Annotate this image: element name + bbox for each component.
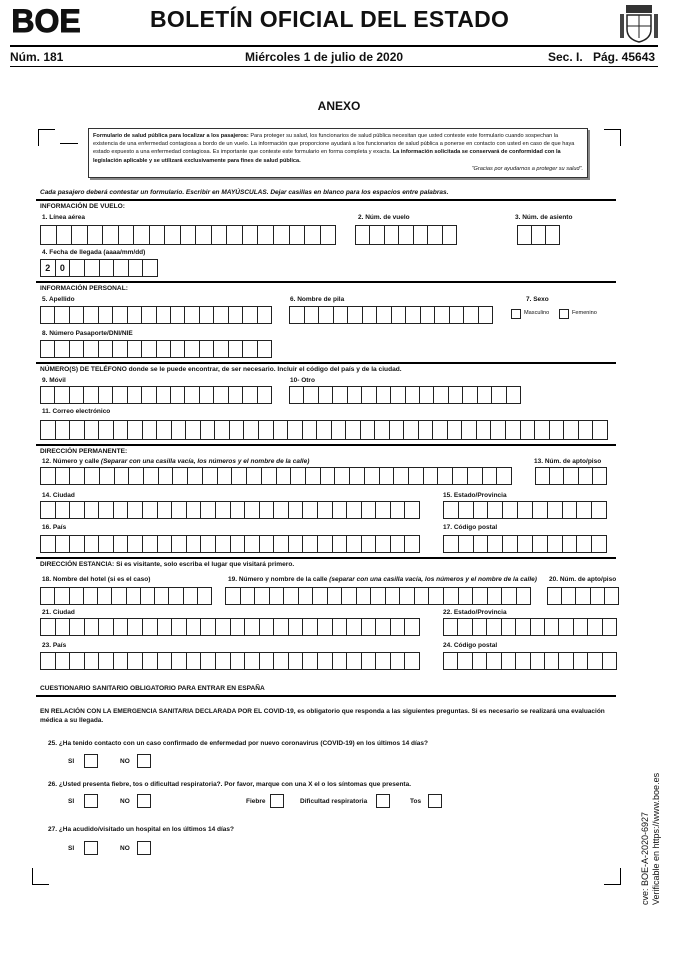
arrival-date-label: 4. Fecha de llegada (aaaa/mm/dd) xyxy=(42,249,146,256)
perm-apt-label: 13. Núm. de apto/piso xyxy=(534,458,602,465)
mobile-field[interactable] xyxy=(40,386,272,404)
fever-label: Fiebre xyxy=(246,798,266,805)
female-label: Femenino xyxy=(572,310,597,316)
flight-number-label: 2. Núm. de vuelo xyxy=(358,214,410,221)
question-26: 26. ¿Usted presenta fiebre, tos o dificultad respiratoria?. Por favor, marque con una X el o los síntomas que presenta. xyxy=(48,781,412,788)
corner-mark xyxy=(38,129,55,146)
cough-label: Tos xyxy=(410,798,422,805)
q25-no-label: NO xyxy=(120,758,130,765)
annex-title: ANEXO xyxy=(317,99,361,113)
stay-street-note: (separar con una casilla vacía, los números y el nombre de la calle) xyxy=(329,576,537,583)
stay-postal-label: 24. Código postal xyxy=(443,642,498,649)
privacy-notice xyxy=(88,128,588,178)
notice-bold-tail: La información solicitada se conservará de conformidad con la legislación aplicable y se utilizará exclusivamente para fines de salud pública. xyxy=(93,149,561,164)
perm-street-label: 12. Número y calle xyxy=(42,458,100,465)
cve-code: cve: BOE-A-2020-6927 xyxy=(640,811,650,905)
corner-mark xyxy=(60,129,78,144)
male-label: Masculino xyxy=(524,310,550,316)
q25-yes-label: SI xyxy=(68,758,75,765)
q27-yes-label: SI xyxy=(68,845,75,852)
email-label: 11. Correo electrónico xyxy=(42,408,111,415)
header-rule xyxy=(10,45,658,47)
stay-section-rule xyxy=(36,557,616,559)
passport-label: 8. Número Pasaporte/DNI/NIE xyxy=(42,330,133,337)
passport-field[interactable] xyxy=(40,340,272,358)
personal-section-title: INFORMACIÓN PERSONAL: xyxy=(40,285,128,292)
corner-mark xyxy=(32,868,49,885)
stay-street-field[interactable] xyxy=(225,587,531,605)
fever-checkbox[interactable] xyxy=(270,794,284,808)
email-field[interactable] xyxy=(40,420,608,440)
q27-no-label: NO xyxy=(120,845,130,852)
q25-yes-checkbox[interactable] xyxy=(84,754,98,768)
surname-field[interactable] xyxy=(40,306,272,324)
q26-no-checkbox[interactable] xyxy=(137,794,151,808)
corner-mark xyxy=(604,129,621,146)
phone-section-rule xyxy=(36,362,616,364)
health-section-title: CUESTIONARIO SANITARIO OBLIGATORIO PARA ENTRAR EN ESPAÑA xyxy=(40,685,265,692)
arrival-date-field[interactable] xyxy=(40,259,158,277)
q26-no-label: NO xyxy=(120,798,130,805)
first-name-field[interactable] xyxy=(289,306,493,324)
notice-thanks: “Gracias por ayudarnos a proteger su salud”. xyxy=(471,165,583,172)
first-name-label: 6. Nombre de pila xyxy=(290,296,345,303)
boe-logo xyxy=(10,4,82,38)
perm-city-field[interactable] xyxy=(40,501,420,519)
perm-country-field[interactable] xyxy=(40,535,420,553)
stay-apt-label: 20. Núm. de apto/piso xyxy=(549,576,617,583)
q27-yes-checkbox[interactable] xyxy=(84,841,98,855)
breathing-label: Dificultad respiratoria xyxy=(300,798,368,805)
other-phone-label: 10- Otro xyxy=(290,377,315,384)
breathing-checkbox[interactable] xyxy=(376,794,390,808)
phone-section-title: NÚMERO(S) DE TELÉFONO donde se le puede encontrar, de ser necesario. Incluir el código del país y de la ciudad. xyxy=(40,366,402,373)
notice-body: Para proteger su salud, los funcionarios de salud pública necesitan que usted conteste este formulario cuando sospechan la existencia de una enfermedad contagiosa a bordo de un vuelo. La información que proporcione ayudará a los funcionarios de salud pública a ponerse en contacto con usted en caso de que haya estado expuesto a una enfermedad contagiosa. Es importante que conteste este formulario en forma completa y exacta. xyxy=(93,133,575,156)
health-intro: EN RELACIÓN CON LA EMERGENCIA SANITARIA DECLARADA POR EL COVID-19, es obligatorio que responda a las siguientes preguntas. Si es necesario se realizará una evaluación médica a su llegada. xyxy=(40,708,605,724)
issue-date: Miércoles 1 de julio de 2020 xyxy=(245,50,404,64)
personal-section-rule xyxy=(36,281,616,283)
question-27: 27. ¿Ha acudido/visitado un hospital en los últimos 14 días? xyxy=(48,826,235,833)
health-section-rule xyxy=(36,695,616,697)
logo-text: BOE xyxy=(11,4,81,38)
perm-postal-field[interactable] xyxy=(443,535,607,553)
form-instructions: Cada pasajero deberá contestar un formulario. Escribir en MAYÚSCULAS. Dejar casillas en blanco para los espacios entre palabras. xyxy=(40,189,449,196)
stay-city-field[interactable] xyxy=(40,618,420,636)
perm-street-field[interactable] xyxy=(40,467,512,485)
airline-label: 1. Línea aérea xyxy=(42,214,85,221)
perm-state-field[interactable] xyxy=(443,501,607,519)
stay-country-field[interactable] xyxy=(40,652,420,670)
section-label: Sec. I. xyxy=(548,50,583,64)
side-verification-note xyxy=(640,772,662,905)
stay-apt-field[interactable] xyxy=(547,587,619,605)
gazette-title: BOLETÍN OFICIAL DEL ESTADO xyxy=(150,6,510,32)
stay-country-label: 23. País xyxy=(42,642,67,649)
question-25: 25. ¿Ha tenido contacto con un caso confirmado de enfermedad por nuevo coronavirus (COVID-19) en los últimos 14 días? xyxy=(48,740,428,747)
permanent-section-rule xyxy=(36,444,616,446)
stay-section-title: DIRECCIÓN ESTANCIA: Si es visitante, solo escriba el lugar que visitará primero. xyxy=(40,561,295,568)
q26-yes-label: SI xyxy=(68,798,75,805)
q25-no-checkbox[interactable] xyxy=(137,754,151,768)
mobile-label: 9. Móvil xyxy=(42,377,66,384)
flight-section-title: INFORMACIÓN DE VUELO: xyxy=(40,203,125,210)
stay-postal-field[interactable] xyxy=(443,652,617,670)
q26-yes-checkbox[interactable] xyxy=(84,794,98,808)
hotel-label: 18. Nombre del hotel (si es el caso) xyxy=(42,576,151,583)
page-number: Pág. 45643 xyxy=(593,50,656,64)
permanent-section-title: DIRECCIÓN PERMANENTE: xyxy=(40,448,128,455)
header-rule-bottom xyxy=(10,66,658,67)
sex-label: 7. Sexo xyxy=(526,296,549,303)
perm-state-label: 15. Estado/Provincia xyxy=(443,492,507,499)
perm-street-note: (Separar con una casilla vacía, los números y el nombre de la calle) xyxy=(100,458,310,465)
notice-lead: Formulario de salud pública para localizar a los pasajeros: xyxy=(93,133,249,139)
stay-state-label: 22. Estado/Provincia xyxy=(443,609,507,616)
perm-postal-label: 17. Código postal xyxy=(443,524,498,531)
year-digit: 2 xyxy=(40,259,56,277)
female-checkbox[interactable] xyxy=(559,309,569,319)
verify-url: Verificable en https://www.boe.es xyxy=(651,772,661,905)
flight-section-rule xyxy=(36,199,616,201)
seat-number-label: 3. Núm. de asiento xyxy=(515,214,573,221)
coat-of-arms-icon xyxy=(618,2,660,44)
perm-apt-field[interactable] xyxy=(535,467,607,485)
perm-country-label: 16. País xyxy=(42,524,67,531)
cough-checkbox[interactable] xyxy=(428,794,442,808)
issue-number: Núm. 181 xyxy=(10,50,64,64)
airline-field[interactable] xyxy=(40,225,336,245)
corner-mark xyxy=(604,868,621,885)
flight-number-field[interactable] xyxy=(355,225,457,245)
surname-label: 5. Apellido xyxy=(42,296,75,303)
hotel-field[interactable] xyxy=(40,587,212,605)
stay-street-label: 19. Número y nombre de la calle xyxy=(228,576,328,583)
year-digit: 0 xyxy=(56,259,71,277)
stay-city-label: 21. Ciudad xyxy=(42,609,75,616)
perm-city-label: 14. Ciudad xyxy=(42,492,75,499)
q27-no-checkbox[interactable] xyxy=(137,841,151,855)
stay-state-field[interactable] xyxy=(443,618,617,636)
male-checkbox[interactable] xyxy=(511,309,521,319)
other-phone-field[interactable] xyxy=(289,386,521,404)
seat-number-field[interactable] xyxy=(517,225,560,245)
